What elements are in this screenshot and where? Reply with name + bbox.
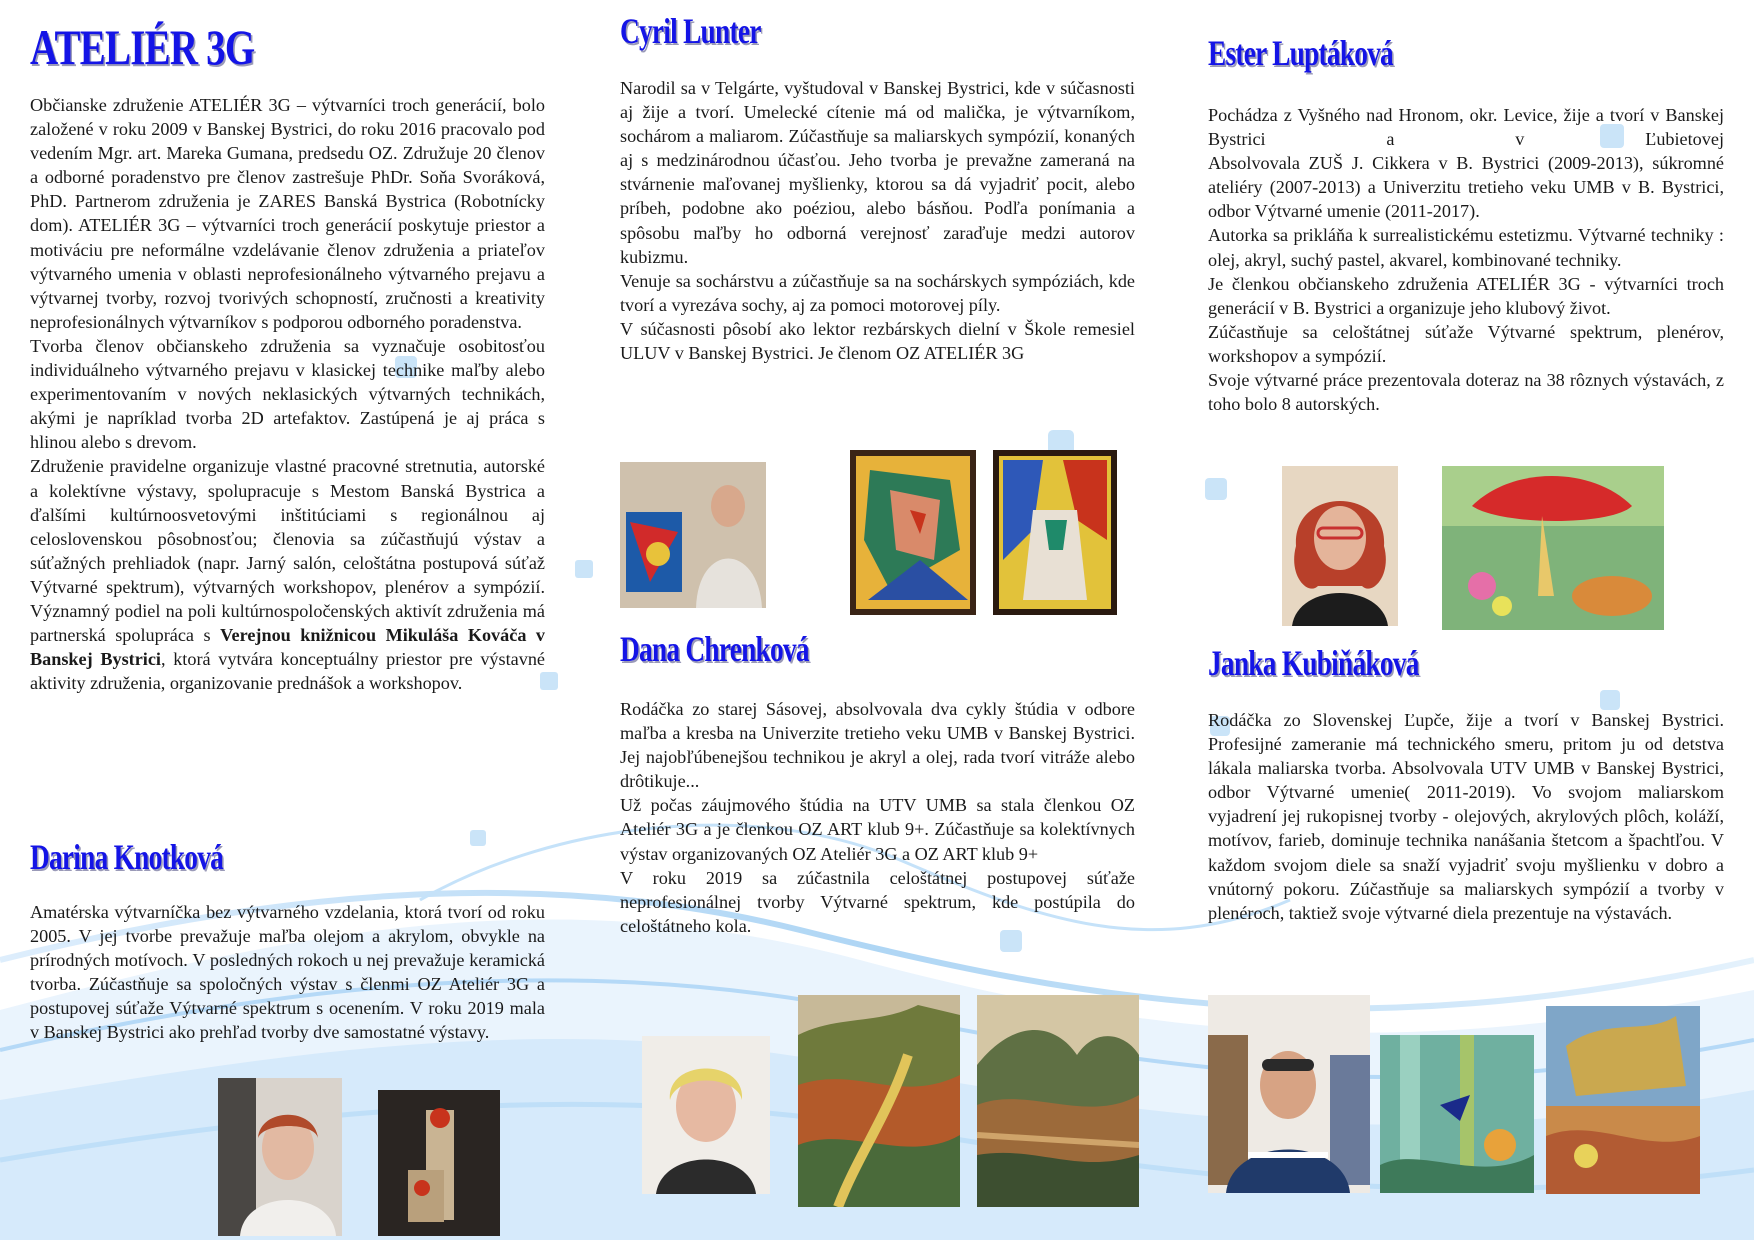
library-name: Verejnou knižnicou Mikuláša Kováča v Banskej Bystrici xyxy=(30,625,545,670)
janka-portrait-photo xyxy=(1208,995,1370,1193)
dana-painting-1 xyxy=(798,995,960,1207)
cyril-paragraph-3: V súčasnosti pôsobí ako lektor rezbárskych dielní v Škole remesiel ULUV v Banskej Bystrici. Je členom OZ ATELIÉR 3G xyxy=(620,318,1135,364)
dana-painting-2 xyxy=(977,995,1139,1207)
darina-ceramic-photo xyxy=(378,1090,500,1236)
janka-heading: Janka Kubiňáková xyxy=(1208,643,1419,683)
atelier-heading: ATELIÉR 3G xyxy=(30,19,255,75)
dana-heading: Dana Chrenková xyxy=(620,629,809,669)
janka-painting-1 xyxy=(1380,1035,1534,1193)
janka-section xyxy=(1208,708,1724,925)
dana-section xyxy=(620,697,1135,938)
janka-paragraph: Rodáčka zo Slovenskej Ľupče, žije a tvorí v Banskej Bystrici. Profesijné zameranie má technického smeru, pritom ju od detstva lákala maliarska tvorba. Absolvovala UTV UMB v Banskej Bystrici, odbor Výtvarné umenie( 2011-2019). Vo svojom maliarskom vyjadrení jej rukopisnej tvorby - olejových, akrylových plôch, koláží, motívov, farieb, dominuje technika nanášania štetcom a špachtľou. V každom svojom diele sa snaží vyjadriť svoju myšlienku v dobro a vnútorný pokoru. Zúčastňuje sa maliarskych sympózií a tvorby v plenéroch, taktiež svoje výtvarné diela prezentuje na výstavách. xyxy=(1208,710,1724,923)
ester-section xyxy=(1208,103,1724,416)
darina-portrait-photo xyxy=(218,1078,342,1236)
ester-paragraph-3: Autorka sa prikláňa k surrealistickému estetizmu. Výtvarné techniky : olej, akryl, suchý pastel, akvarel, kombinované techniky. xyxy=(1208,225,1724,270)
darina-paragraph: Amatérska výtvarníčka bez výtvarného vzdelania, ktorá tvorí od roku 2005. V jej tvorbe prevažuje maľba olejom a akrylom, obvykle na prírodných motívoch. V posledných rokoch u nej prevažuje keramická tvorba. Zúčastňuje sa spoločných výstav s členmi OZ Ateliér 3G a postupovej súťaže Výtvarné spektrum s ocenením. V roku 2019 mala v Banskej Bystrici ako prehľad tvorby dve samostatné výstavy. xyxy=(30,902,545,1043)
cyril-paragraph-2: Venuje sa sochárstvu a zúčastňuje sa na sochárskych sympóziách, kde tvorí a vyrezáva sochy, aj za pomoci motorovej píly. xyxy=(620,270,1135,315)
cyril-section xyxy=(620,76,1135,365)
dana-paragraph-2: Už počas záujmového štúdia na UTV UMB sa stala členkou OZ Ateliér 3G a je členkou OZ ART klub 9+. Zúčastňuje sa kolektívnych výstav organizovaných OZ Ateliér 3G a OZ ART klub 9+ xyxy=(620,795,1135,864)
ester-heading: Ester Luptáková xyxy=(1208,33,1393,73)
ester-paragraph-6: Svoje výtvarné práce prezentovala doteraz na 38 rôznych výstavách, z toho bolo 8 autorských. xyxy=(1208,370,1724,415)
darina-heading: Darina Knotková xyxy=(30,837,224,877)
ester-paragraph-5: Zúčastňuje sa celoštátnej súťaže Výtvarné spektrum, plenérov, workshopov a sympózií. xyxy=(1208,321,1724,366)
darina-section xyxy=(30,900,545,1045)
atelier-paragraph-3-text: Združenie pravidelne organizuje vlastné pracovné stretnutia, autorské a kolektívne výstavy, spolupracuje s Mestom Banská Bystrica a ďalšími kultúrnoosvetovými inštitúciami s regionálnou aj celoslovenskou pôsobnosťou; členovia sa zúčastňujú výstav a súťažných prehliadok (napr. Jarný salón, celoštátna postupová súťaž Výtvarné spektrum), výtvarných workshopov, plenérov a sympózií. Významný podiel na poli kultúrnospoločenských aktivít združenia má partnerská spolupráca s xyxy=(30,456,545,646)
cyril-heading: Cyril Lunter xyxy=(620,11,761,51)
dana-portrait-photo xyxy=(642,1036,770,1194)
dana-paragraph-1: Rodáčka zo starej Sásovej, absolvovala dva cykly štúdia v odbore maľba a kresba na Univerzite tretieho veku UMB v Banskej Bystrici. Jej najobľúbenejšou technikou je akryl a olej, rada tvorí vitráže alebo drôtikuje... xyxy=(620,699,1135,792)
atelier-paragraph-3-tail: , ktorá vytvára konceptuálny priestor pre výstavné aktivity združenia, organizovanie prednášok a workshopov. xyxy=(30,649,545,694)
atelier-paragraph-3 xyxy=(30,454,545,695)
cyril-portrait-photo xyxy=(620,462,766,608)
ester-portrait-photo xyxy=(1282,466,1398,626)
atelier-paragraph-1: Občianske združenie ATELIÉR 3G – výtvarníci troch generácií, bolo založené v roku 2009 v Banskej Bystrici, do roku 2016 pracovalo pod vedením Mgr. art. Mareka Gumana, predsedu OZ. Združuje 20 členov a odborné poradenstvo pre členov zastrešuje PhDr. Soňa Svoráková, PhD. Partnerom združenia je ZARES Banská Bystrica (Robotnícky dom). ATELIÉR 3G – výtvarníci troch generácií poskytuje priestor a motiváciu pre neformálne vzdelávanie členov združenia a priateľov výtvarného umenia v oblasti neprofesionálneho výtvarného prejavu a výtvarnej tvorby, rozvoj tvorivých schopností, zručnosti a kreativity neprofesionálnych výtvarníkov s podporou odborného poradenstva. xyxy=(30,95,545,332)
atelier-paragraph-2: Tvorba členov občianskeho združenia sa vyznačuje osobitosťou individuálneho výtvarného prejavu v klasickej technike maľby alebo experimentovaním v nových neklasických výtvarných technikách, akými je napríklad tvorba 2D artefaktov. Zastúpená je aj práca s hlinou alebo s drevom. xyxy=(30,335,545,453)
atelier-section xyxy=(30,93,545,695)
ester-paragraph-4: Je členkou občianskeho združenia ATELIÉR 3G - výtvarníci troch generácií v B. Bystrici a organizuje jeho klubový život. xyxy=(1208,273,1724,318)
cyril-paragraph-1: Narodil sa v Telgárte, vyštudoval v Banskej Bystrici, kde v súčasnosti aj žije a tvorí. Umelecké cítenie má od malička, je výtvarníkom, sochárom a maliarom. Zúčastňuje sa maliarskych sympózií, konaných aj s medzinárodnou účasťou. Jeho tvorba je prevažne zameraná na stvárnenie maľovanej myšlienky, ktorou sa dá vyjadriť pocit, alebo príbeh, podobne ako poéziou, alebo básňou. Podľa ponímania a spôsobu maľby ho odborná verejnosť zaraďuje medzi autorov kubizmu. xyxy=(620,78,1135,267)
cyril-painting-2 xyxy=(993,450,1117,615)
ester-paragraph-1: Pochádza z Vyšného nad Hronom, okr. Levice, žije a tvorí v Banskej Bystrici a v Ľubietovej xyxy=(1208,105,1724,150)
dana-paragraph-3: V roku 2019 sa zúčastnila celoštátnej postupovej súťaže neprofesionálnej tvorby Výtvarné spektrum, kde postúpila do celoštátneho kola. xyxy=(620,867,1135,936)
cyril-painting-1 xyxy=(850,450,976,615)
janka-painting-2 xyxy=(1546,1006,1700,1194)
ester-paragraph-2: Absolvovala ZUŠ J. Cikkera v B. Bystrici (2009-2013), súkromné ateliéry (2007-2013) a Univerzitu tretieho veku UMB v B. Bystrici, odbor Výtvarné umenie (2011-2017). xyxy=(1208,153,1724,222)
ester-painting xyxy=(1442,466,1664,630)
